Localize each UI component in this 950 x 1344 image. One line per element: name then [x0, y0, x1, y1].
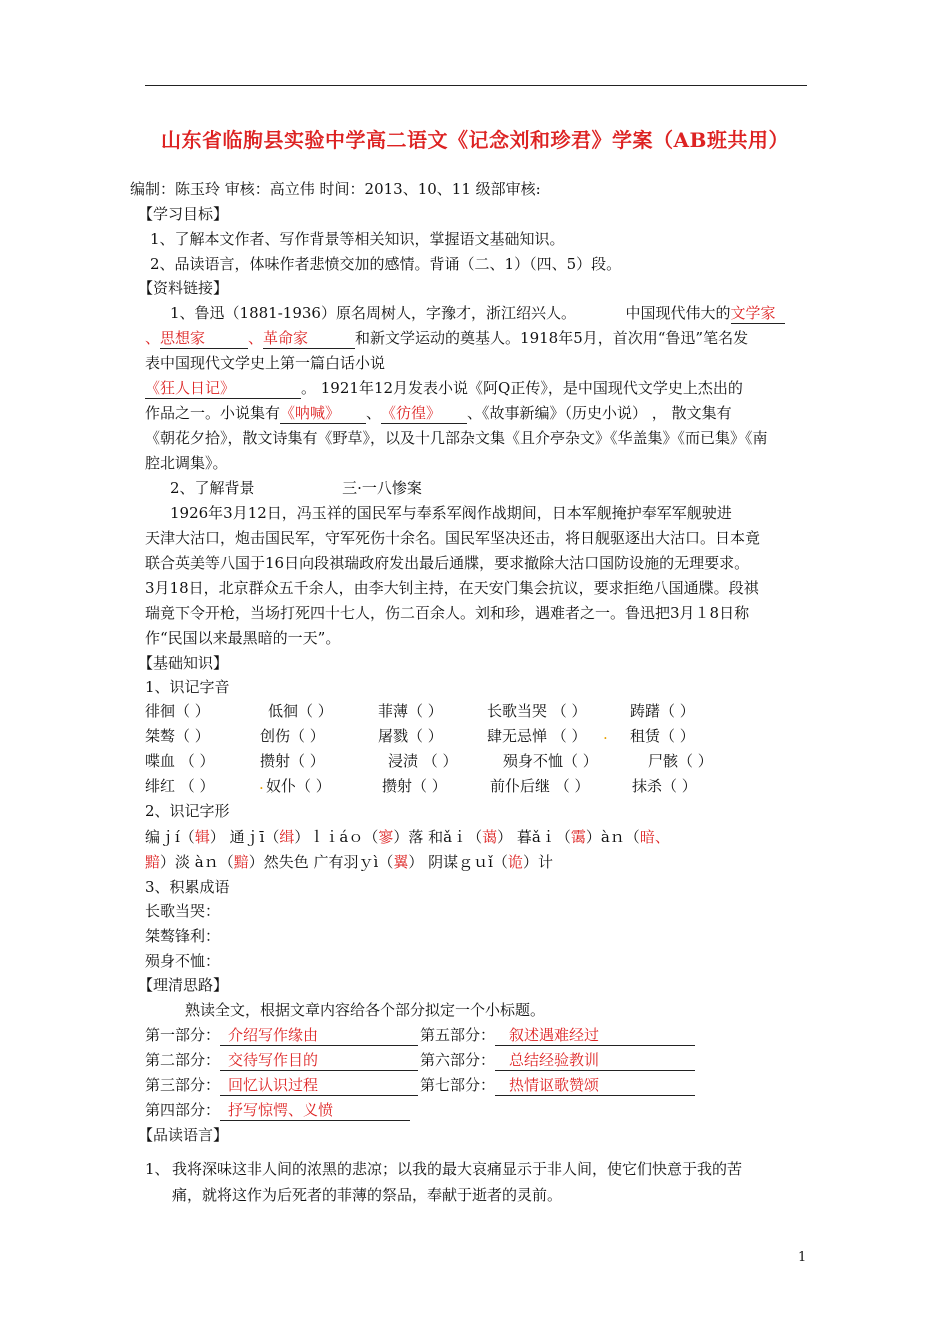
- meta-line: 编制：陈玉玲 审核：高立伟 时间：2013、10、11 级部审核:: [130, 180, 541, 198]
- shapes-line-2: [145, 851, 553, 873]
- links-line-6: 《朝花夕拾》，散文诗集有《野草》，以及十几部杂文集《且介亭杂文》《华盖集》《而已集》《南: [145, 429, 768, 447]
- links-line-4: [145, 377, 743, 399]
- text: 2、了解背景: [170, 479, 255, 497]
- part-answer: 热情讴歌赞颂: [495, 1076, 695, 1096]
- part-answer: 交待写作目的: [220, 1051, 418, 1071]
- pron-item: 浸渍 （ ）: [388, 752, 458, 770]
- outline-row: [420, 1074, 695, 1096]
- pron-item: 尸骸（ ）: [648, 752, 713, 770]
- text: ）计: [522, 853, 553, 871]
- pron-item: 长歌当哭 （ ）: [487, 702, 587, 720]
- text: 和新文学运动的奠基人。1918年5月，首次用“鲁迅”笔名发: [355, 329, 749, 347]
- outline-intro: 熟读全文，根据文章内容给各个部分拟定一个小标题。: [185, 1001, 546, 1019]
- idiom-item: 殒身不恤：: [145, 952, 221, 970]
- header-rule: [145, 85, 807, 86]
- background-paragraph: 1926年3月12日，冯玉祥的国民军与奉系军阀作战期间，日本军舰掩护奉军军舰驶进: [170, 504, 732, 522]
- background-paragraph: 联合英美等八国于16日向段祺瑞政府发出最后通牒，要求撤除大沽口国防设施的无理要求。: [145, 554, 750, 572]
- answer: 霭: [570, 828, 586, 846]
- answer: 缉: [279, 828, 295, 846]
- pron-item: 殒身不恤（ ）: [503, 752, 598, 770]
- goal-item: 1、了解本文作者、写作背景等相关知识，掌握语文基础知识。: [150, 230, 565, 248]
- pron-item: 菲薄（ ）: [378, 702, 443, 720]
- links-line-7: 腔北调集》。: [145, 454, 228, 472]
- answer: 蔼: [482, 828, 498, 846]
- text: ）落 和ǎｉ（: [393, 828, 483, 846]
- pron-item: 创伤（ ）: [260, 727, 325, 745]
- answer: 辑: [194, 828, 210, 846]
- background-line: [170, 477, 422, 499]
- part-answer: 介绍写作缘由: [220, 1026, 418, 1046]
- part-label: 第三部分：: [145, 1076, 221, 1094]
- orange-dot-mark: .: [603, 725, 608, 743]
- text: 、: [145, 329, 161, 347]
- text: 、: [366, 404, 382, 422]
- pron-item: 低徊（ ）: [268, 702, 333, 720]
- answer-revolutionary: 革命家: [263, 329, 355, 349]
- shapes-line-1: [145, 826, 670, 848]
- pron-item: 屠戮（ ）: [378, 727, 443, 745]
- answer: 暗、: [639, 828, 670, 846]
- text: 编ｊí（: [145, 828, 195, 846]
- goals-heading: 【学习目标】: [138, 205, 229, 223]
- part-answer: 抒写惊愕、义愤: [220, 1101, 410, 1121]
- links-line-3: 表中国现代文学史上第一篇白话小说: [145, 354, 386, 372]
- question-number: 1、: [145, 1160, 170, 1178]
- pron-item: 喋血 （ ）: [145, 752, 215, 770]
- idiom-item: 长歌当哭：: [145, 902, 221, 920]
- text: 作品之一。小说集有: [145, 404, 281, 422]
- background-paragraph: 作“民国以来最黑暗的一天”。: [145, 629, 341, 647]
- pron-item: 抹杀（ ）: [632, 777, 697, 795]
- pron-item: 绯红 （ ）: [145, 777, 215, 795]
- answer-diary: 《狂人日记》: [145, 379, 301, 399]
- background-paragraph: 3月18日，北京群众五千余人，由李大钊主持，在天安门集会抗议，要求拒绝八国通牒。段祺: [145, 579, 759, 597]
- part-label: 第五部分：: [420, 1026, 496, 1044]
- pron-item: 攒射（ ）: [382, 777, 447, 795]
- text: 。 1921年12月发表小说《阿Q正传》，是中国现代文学史上杰出的: [301, 379, 743, 397]
- pron-item: 桀骜（ ）: [145, 727, 210, 745]
- part-answer: 总结经验教训: [495, 1051, 695, 1071]
- part-label: 第一部分：: [145, 1026, 221, 1044]
- answer: 翼: [393, 853, 409, 871]
- pron-item: 前仆后继 （ ）: [490, 777, 590, 795]
- part-label: 第四部分：: [145, 1101, 221, 1119]
- pron-item: 奴仆（ ）: [266, 777, 331, 795]
- goal-item: 2、品读语言，体味作者悲愤交加的感情。背诵（二、1）（四、5）段。: [150, 255, 622, 273]
- answer: 寥: [378, 828, 394, 846]
- text: 中国现代伟大的: [625, 304, 731, 322]
- links-line-5: [145, 402, 732, 424]
- text: ）然失色 广有羽ｙì（: [248, 853, 394, 871]
- part-answer: 叙述遇难经过: [495, 1026, 695, 1046]
- background-paragraph: 瑞竟下令开枪，当场打死四十七人，伤二百余人。刘和珍，遇难者之一。鲁迅把3月１8日称: [145, 604, 750, 622]
- subsection-pronunciation: 1、识记字音: [145, 678, 230, 696]
- text: 、: [248, 329, 264, 347]
- part-label: 第二部分：: [145, 1051, 221, 1069]
- background-paragraph: 天津大沽口，炮击国民军，守军死伤十余名。国民军坚决还击，将日舰驱逐出大沽口。日本竟: [145, 529, 761, 547]
- answer-panghuang: 《彷徨》: [381, 404, 467, 424]
- text: ） 阴谋ｇｕǐ（: [408, 853, 508, 871]
- pron-item: 肆无忌惮 （ ）: [487, 727, 587, 745]
- pron-item: 租赁（ ）: [630, 727, 695, 745]
- outline-row: [145, 1049, 418, 1071]
- background-title: 三·一八惨案: [342, 479, 422, 497]
- outline-row: [145, 1099, 410, 1121]
- text: 、《故事新编》（历史小说） ， 散文集有: [467, 404, 732, 422]
- text: ）àｎ（: [585, 828, 640, 846]
- part-answer: 回忆认识过程: [220, 1076, 418, 1096]
- page-title: 山东省临朐县实验中学高二语文《记念刘和珍君》学案（AB班共用）: [161, 128, 789, 152]
- text: 1、鲁迅（1881-1936）原名周树人，字豫才，浙江绍兴人。: [170, 304, 576, 322]
- answer: 诡: [507, 853, 523, 871]
- language-heading: 【品读语言】: [138, 1126, 229, 1144]
- subsection-idioms: 3、积累成语: [145, 878, 230, 896]
- links-heading: 【资料链接】: [138, 279, 229, 297]
- subsection-shapes: 2、识记字形: [145, 802, 230, 820]
- answer: 黯: [233, 853, 249, 871]
- orange-dot-mark: .: [259, 775, 264, 793]
- outline-row: [145, 1024, 418, 1046]
- outline-row: [420, 1049, 695, 1071]
- text: ） 通ｊī（: [209, 828, 280, 846]
- part-label: 第七部分：: [420, 1076, 496, 1094]
- outline-heading: 【理清思路】: [138, 976, 229, 994]
- basics-heading: 【基础知识】: [138, 654, 229, 672]
- pron-item: 踌躇（ ）: [630, 702, 695, 720]
- answer-thinker: 思想家: [160, 329, 248, 349]
- answer: 黯: [145, 853, 161, 871]
- answer-nahan: 《呐喊》: [280, 404, 366, 424]
- pron-item: 攒射（ ）: [260, 752, 325, 770]
- part-label: 第六部分：: [420, 1051, 496, 1069]
- links-line-1: [170, 302, 785, 324]
- idiom-item: 桀骜锋利：: [145, 927, 221, 945]
- text: ）淡 àｎ（: [160, 853, 234, 871]
- page-number: 1: [798, 1250, 807, 1265]
- question-text: 痛，就将这作为后死者的菲薄的祭品，奉献于逝者的灵前。: [172, 1186, 563, 1204]
- outline-row: [420, 1024, 695, 1046]
- text: ）ｌｉáｏ（: [294, 828, 379, 846]
- answer-writer: 文学家: [731, 304, 785, 324]
- text: ） 暮ǎｉ（: [497, 828, 571, 846]
- links-line-2: [145, 327, 748, 349]
- outline-row: [145, 1074, 418, 1096]
- question-text: 我将深味这非人间的浓黑的悲凉；以我的最大哀痛显示于非人间，使它们快意于我的苦: [172, 1160, 743, 1178]
- pron-item: 徘徊（ ）: [145, 702, 210, 720]
